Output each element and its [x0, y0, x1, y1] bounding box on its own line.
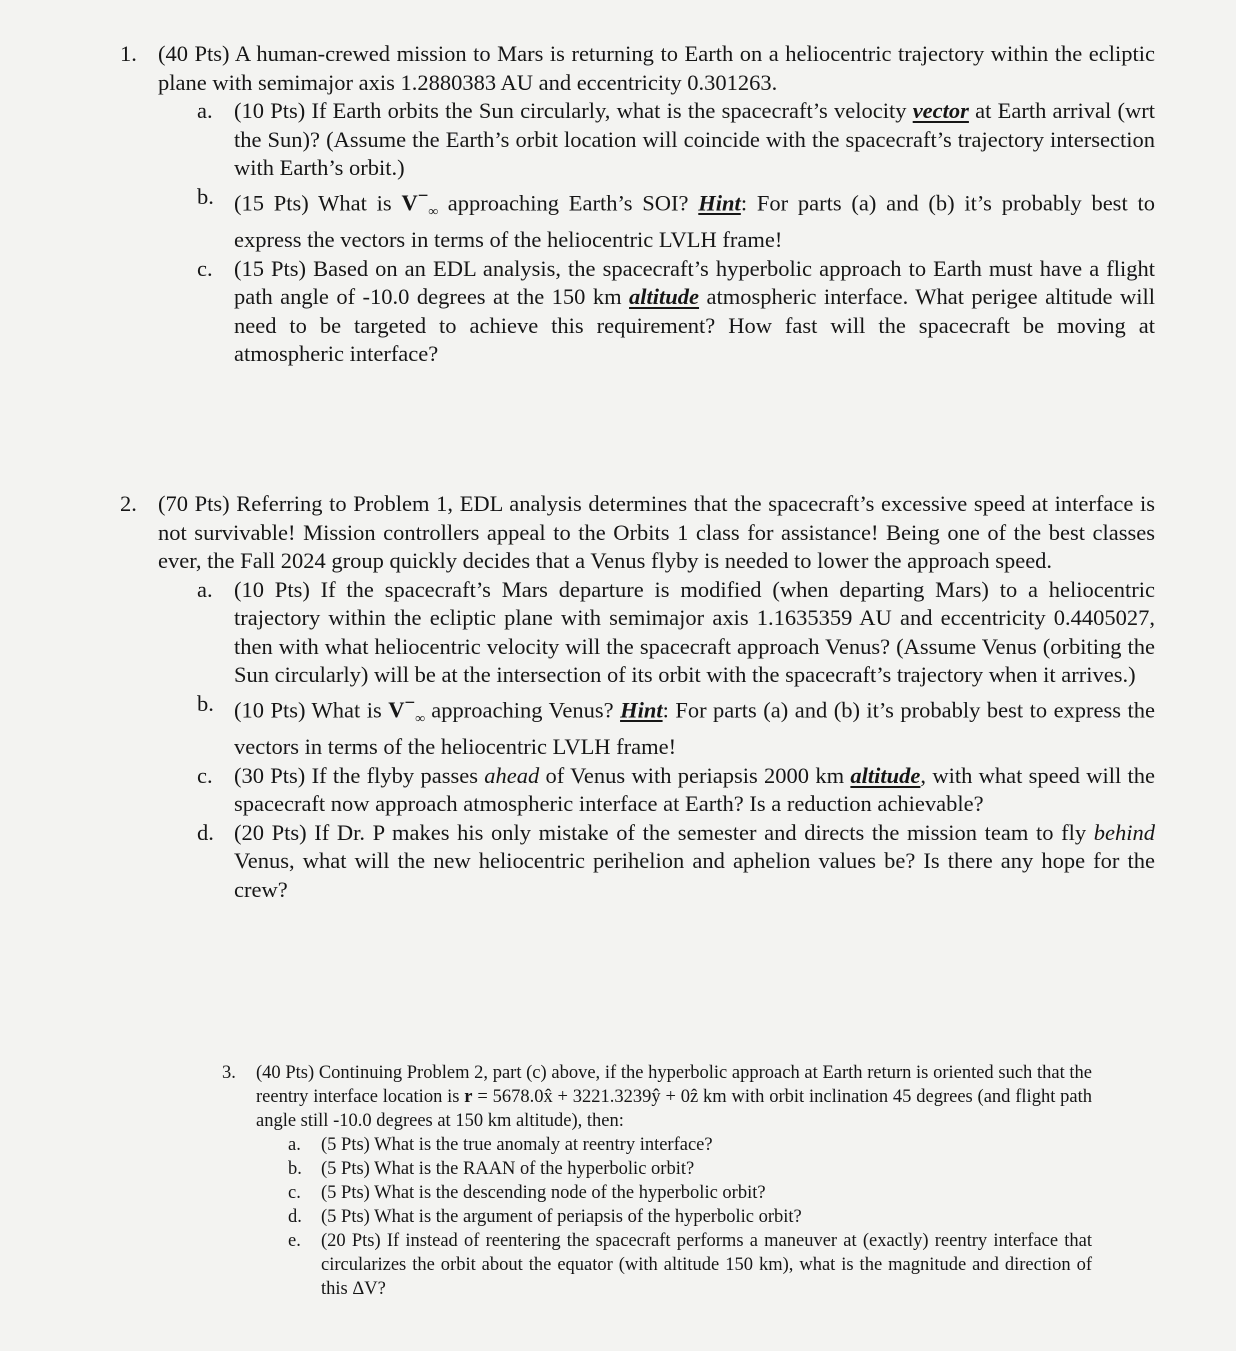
problem-3: [222, 1061, 1092, 1301]
problem-3b: [288, 1157, 1092, 1181]
part-text-cont: Venus, what will the new heliocentric perihelion and aphelion values be? Is there any hope for the crew?: [234, 848, 1155, 902]
problem-3a: [288, 1133, 1092, 1157]
part-text: (15 Pts) What is: [234, 190, 402, 215]
problem-statement: (70 Pts) Referring to Problem 1, EDL analysis determines that the spacecraft’s excessive speed at interface is not survivable! Mission controllers appeal to the Orbits 1 class for assistance! Being one of the best classes ever, the Fall 2024 group quickly decides that a Venus flyby is needed to lower the approach speed.: [158, 491, 1155, 573]
part-text-end: : For parts (a) and (b) it’s probably best to express the vectors in terms of the heliocentric LVLH frame!: [234, 697, 1156, 759]
part-text: (10 Pts) If the spacecraft’s Mars departure is modified (when departing Mars) to a heliocentric trajectory within the ecliptic plane with semimajor axis 1.1635359 AU and eccentricity 0.4405027, then with what heliocentric velocity will the spacecraft approach Venus? (Assume Venus (orbiting the Sun circularly) will be at the intersection of its orbit with the spacecraft’s trajectory when it arrives.): [234, 576, 1155, 687]
problem-1: [120, 40, 1155, 369]
problem-2d: [197, 819, 1155, 905]
problem-1a: [197, 97, 1155, 183]
part-letter: c.: [197, 762, 213, 788]
v-infinity-symbol: $V^-_\infty$: [388, 692, 425, 726]
part-letter: d.: [288, 1207, 302, 1227]
part-letter: e.: [288, 1231, 301, 1251]
part-text: (10 Pts) If Earth orbits the Sun circularly, what is the spacecraft’s velocity: [234, 98, 913, 123]
part-text: (20 Pts) If instead of reentering the spacecraft performs a maneuver at (exactly) reentry interface that circularizes the orbit about the equator (with altitude 150 km), what is the magnitude and direction of this ΔV?: [321, 1231, 1092, 1299]
part-letter: d.: [197, 819, 214, 845]
part-text: (10 Pts) What is: [234, 697, 389, 722]
problem-number: 3.: [222, 1063, 236, 1083]
problem-1c: [197, 255, 1155, 369]
problem-2b: [197, 690, 1155, 762]
part-text: (5 Pts) What is the true anomaly at reentry interface?: [321, 1135, 713, 1155]
hint-label: Hint: [698, 190, 741, 215]
part-text: (5 Pts) What is the argument of periapsis of the hyperbolic orbit?: [321, 1207, 802, 1227]
part-letter: c.: [197, 255, 213, 281]
problem-statement-cont: km with orbit inclination 45 degrees (and flight path angle still -10.0 degrees at 150 km altitude), then:: [256, 1087, 1093, 1131]
problem-2c: [197, 762, 1155, 819]
part-text: (15 Pts) Based on an EDL analysis, the spacecraft’s hyperbolic approach to Earth must have a flight path angle of -10.0 degrees at the 150 km: [234, 255, 1155, 309]
problem-3e: [288, 1229, 1092, 1301]
part-text-end: , with what speed will the spacecraft now approach atmospheric interface at Earth? Is a reduction achievable?: [234, 762, 1155, 816]
part-text-cont: at Earth arrival (wrt the Sun)? (Assume the Earth’s orbit location will coincide with the spacecraft’s trajectory intersection with Earth’s orbit.): [234, 98, 1155, 180]
part-text-cont: atmospheric interface. What perigee altitude will need to be targeted to achieve this requirement? How fast will the spacecraft be moving at atmospheric interface?: [234, 284, 1155, 366]
part-text: (20 Pts) If Dr. P makes his only mistake of the semester and directs the mission team to fly: [234, 819, 1094, 845]
emphasis-altitude: altitude: [629, 284, 700, 309]
part-text: (5 Pts) What is the RAAN of the hyperbolic orbit?: [321, 1159, 695, 1179]
part-text-cont: approaching Venus?: [424, 697, 621, 722]
part-text-cont: of Venus with periapsis 2000 km: [539, 762, 851, 788]
emphasis-vector: vector: [912, 98, 969, 123]
part-text-cont: approaching Earth’s SOI?: [438, 190, 699, 215]
problem-3c: [288, 1181, 1092, 1205]
part-letter: b.: [197, 690, 214, 716]
v-infinity-symbol: $V^-_\infty$: [401, 185, 438, 219]
problem-2: [120, 490, 1155, 904]
problem-number: 1.: [120, 41, 137, 66]
part-letter: a.: [197, 98, 213, 123]
problem-statement: (40 Pts) A human-crewed mission to Mars is returning to Earth on a heliocentric trajectory within the ecliptic plane with semimajor axis 1.2880383 AU and eccentricity 0.301263.: [158, 41, 1155, 95]
position-vector-symbol: r: [464, 1087, 473, 1107]
part-letter: b.: [197, 183, 214, 209]
italic-ahead: ahead: [484, 762, 540, 788]
problem-number: 2.: [120, 491, 137, 516]
problem-1b: [197, 183, 1155, 255]
hint-label: Hint: [620, 697, 663, 722]
part-letter: b.: [288, 1159, 302, 1179]
part-text-end: : For parts (a) and (b) it’s probably best to express the vectors in terms of the heliocentric LVLH frame!: [234, 190, 1155, 252]
position-vector-value: = 5678.0x̂ + 3221.3239ŷ + 0ẑ: [472, 1087, 699, 1107]
part-letter: a.: [197, 576, 213, 602]
emphasis-altitude: altitude: [850, 762, 921, 788]
problem-statement: (40 Pts) Continuing Problem 2, part (c) above, if the hyperbolic approach at Earth return is oriented such that the reentry interface location is: [256, 1063, 1092, 1107]
part-letter: c.: [288, 1183, 301, 1203]
italic-behind: behind: [1093, 819, 1155, 845]
part-text: (5 Pts) What is the descending node of the hyperbolic orbit?: [321, 1183, 766, 1203]
part-text: (30 Pts) If the flyby passes: [234, 762, 485, 788]
part-letter: a.: [288, 1135, 301, 1155]
problem-2a: [197, 576, 1155, 690]
problem-3d: [288, 1205, 1092, 1229]
